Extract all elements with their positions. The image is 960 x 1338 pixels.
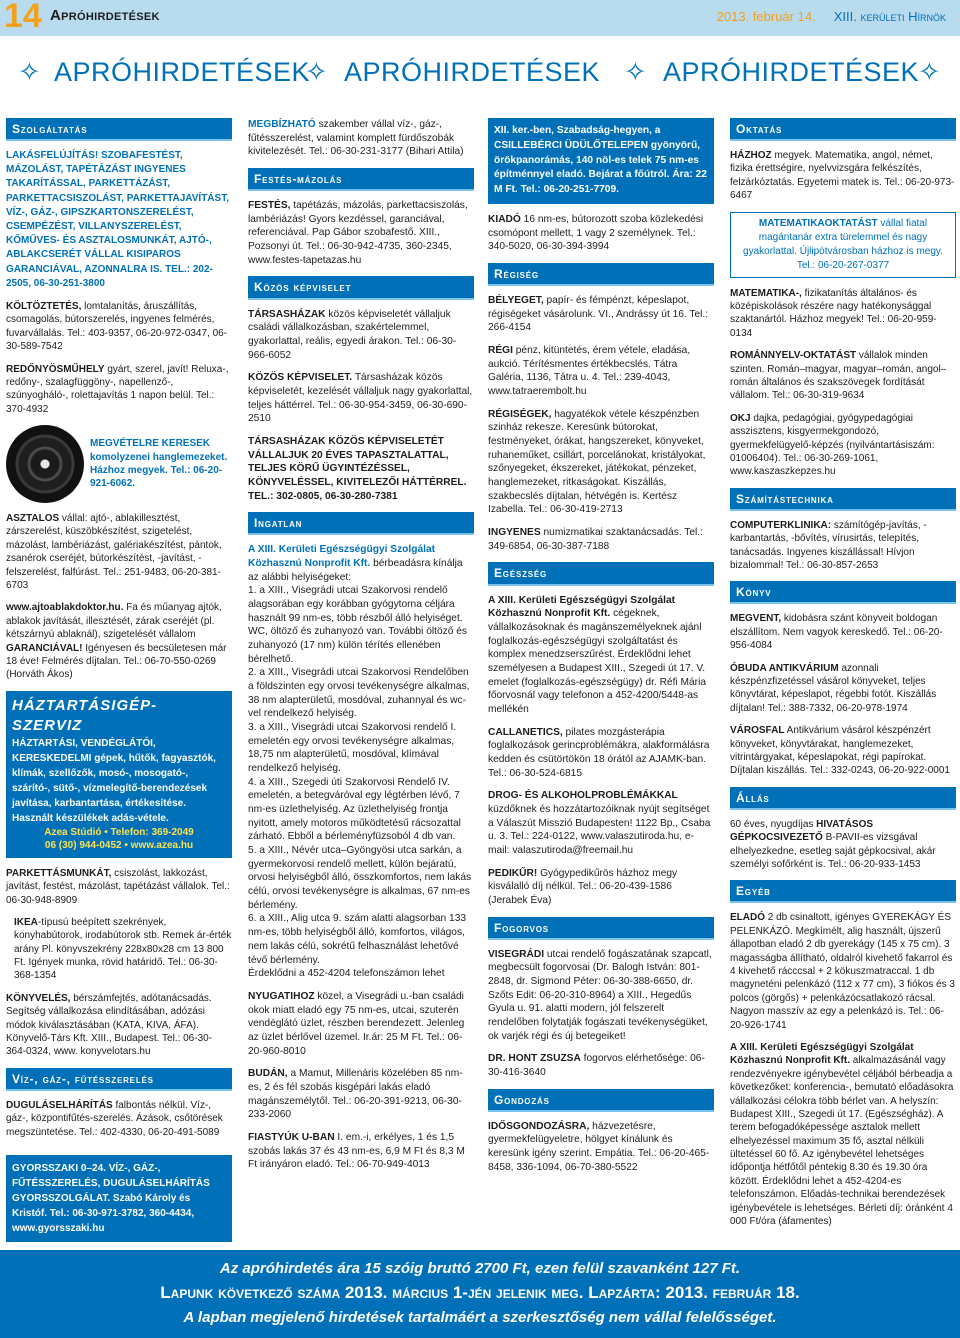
- ad-asztalos: ASZTALOS vállal: ajtó-, ablakillesztést, zárszerelést, küszöbkészítést, szigetelést, mázolást, lambériázást, galériakészítést, pántok, zsanérok cseréjét, bútorkészítést, -javítást, -felszerelést, falfúrást. Tel.: 251-9483, 06-20-381-6703: [6, 513, 222, 592]
- section-header-ingatlan: Ingatlan: [248, 512, 474, 535]
- footer-price: Az apróhirdetés ára 15 szóig bruttó 2700 Ft, ezen felül szavanként 127 Ft.: [219, 1260, 741, 1277]
- ad-gepkocsivezeto: 60 éves, nyugdíjas HIVATÁSOS GÉPKOCSIVEZETŐ B-PAVII-es vizsgával elhelyezkedne, esetleg saját gépkocsival, akár személyi sofőrként is. Tel.: 06-20-933-1453: [730, 818, 936, 870]
- ad-nyugatihoz: NYUGATIHOZ közel, a Visegrádi u.-ban családi okok miatt eladó egy 75 nm-es, utcai, szuterén vendéglátó üzlet, részben berendezett. Jelenleg az üzlet bérlővel üzemel. Ir.ár: 25 M Ft. Tel.: 06-20-960-8010: [248, 990, 465, 1057]
- section-header-viz-gaz: Víz-, gáz-, fűtésszerelés: [6, 1068, 232, 1091]
- star-icon: ✧: [918, 57, 942, 87]
- section-header-fogorvos: Fogorvos: [488, 917, 714, 940]
- list-item: 4. a XIII., Szegedi úti Szakorvosi Rendelő IV. emeletén, a betegváróval egy légtérben lévő, 7 nm-es üzlethelyiség. Az üzlethelyiség frontja nyitott, amely motoros működtetésű rácsozattal zárható. Ebből a bérleményfüzsoból 4 db van.: [248, 776, 461, 843]
- section-header-allas: Állás: [730, 787, 956, 810]
- ad-matematikaoktatas: MATEMATIKAOKTATÁST vállal fiatal magántanár extra türelemmel és nagy gyakorlattal. Újlipótvárosban házhoz is megy. Tel.: 06-20-267-0377: [730, 212, 956, 278]
- ad-tarsashazak: TÁRSASHÁZAK közös képviseletét vállaljuk családi vállalkozásban, szakértelemmel, gyakorlattal, reális, egyedi árakon. Tel.: 06-30-966-6052: [248, 308, 457, 361]
- hz-title: HÁZTARTÁSIGÉP-SZERVIZ: [12, 696, 158, 734]
- list-item: 6. a XIII., Alig utca 9. szám alatti alagsorban 133 nm-es, több helyiségből álló, komfortos, világos, nem lakás célú, sokrétű felhasználást lehetővé tévő bérlemény.: [248, 913, 467, 966]
- column-2: [248, 118, 474, 1181]
- ad-hanglemez: [6, 425, 232, 503]
- banner-text-3: APRÓHIRDETÉSEK: [663, 57, 920, 87]
- ad-visegradi: VISEGRÁDI utcai rendelő fogászatának szapcatl, megbecsült fogorvosai (Dr. Balogh István: 801-2848, dr. Sigmond Péter: 06-30-388-6650, dr. Szőts Edit: 06-20-310-8964) a XIII., Hegedűs Gyula u. 91. alatti modern, jól felszerelt rendelőben folytatják fogászati tevékenységüket, ok varjék régi és új betegeiket!: [488, 948, 712, 1042]
- ad-ingyenes: INGYENES numizmatikai szaktanácsadás. Tel.: 349-6854, 06-30-387-7188: [488, 527, 703, 552]
- banner-text-1: APRÓHIRDETÉSEK: [54, 57, 311, 87]
- ad-lakasfelujitas: LAKÁSFELÚJÍTÁS! SZOBAFESTÉST, MÁZOLÁST, TAPÉTÁZÁST INGYENES TAKARÍTÁSSAL, PARKETTÁZÁST, PARKETTACSISZOLÁST, PARKETTAJAVÍTÁST, VÍZ-, GÁZ-, GIPSZKARTONSZERELÉST, CSEMPÉZÉST, VILLANYSZERELÉST, KŐMŰVES- ÉS ASZTALOSMUNKÁT, AJTÓ-, ABLAKCSERÉT VÁLLAL KISIPAROS GARANCIÁVAL, AZONNALRA IS. TEL.: 202-2505, 06-30-251-3800: [6, 150, 229, 289]
- list-item: 3. a XIII., Visegrádi utcai Szakorvosi rendelő I. emeletén egy orvosi tevékenységre alkalmas, 18,75 nm alapterületű, mosdóval, klímával rendelkező helyiség.: [248, 722, 457, 775]
- section-header-oktatas: Oktatás: [730, 118, 956, 141]
- star-icon: ✧: [305, 57, 329, 87]
- column-3: [488, 118, 714, 1184]
- ad-gyorsszaki: GYORSSZAKI 0–24. VÍZ-, GÁZ-, FŰTÉSSZERELÉS, DUGULÁSELHÁRÍTÁS GYORSSZOLGÁLAT. Szabó Károly és Kristóf. Tel.: 06-30-971-3782, 360-4434, www.gyorsszaki.hu: [6, 1155, 232, 1242]
- ad-megbizhato: MEGBÍZHATÓ szakember vállal víz-, gáz-, fűtésszerelést, valamint komplett fürdőszobák kivitelezését. Tel.: 06-30-231-3177 (Bihari Attila): [248, 119, 464, 158]
- list-item: 2. a XIII., Visegrádi utcai Szakorvosi Rendelőben a földszinten egy orvosi tevékenységre alkalmas, 38 nm alapterületű, mosdóval, zuhannyal és wc-vel rendelkező helyiség.: [248, 667, 470, 720]
- ad-dugulaselharitas: DUGULÁSELHÁRÍTÁS falbontás nélkül. Víz-, gáz-, központifűtés-szerelés. Ázások, csőtörések megszüntetése. Tel.: 402-4330, 06-20-491-5089: [6, 1099, 223, 1138]
- category-banner: [0, 54, 960, 94]
- hz-body: HÁZTARTÁSI, VENDÉGLÁTÓI, KERESKEDELMI gépek, hűtők, fagyasztók, klímák, szellőzők, mosó-, mosogató-, szárító-, sütő-, vízmelegítő-berendezések javítása, karbantartása, értékesítése. Használt készülékek adás-vétele.: [12, 737, 216, 824]
- ad-terem-berbeadas: A XIII. Kerületi Egészségügyi Szolgálat Közhasznú Nonprofit Kft. alkalmazásánál vagy rendezvényekre igénybevétel céljából bérbeadja a következőket: konferencia-, bemutató előadásokra vállalkozási célokra több bérlet van. A helyszín: Budapest XIII., Szegedi út 17. (Egészségház). A terem befogadóképessége asztalok mellett elhelyezéssel maximum 35 fő, asztal nélküli ültetéssel 60 fő. Az igénybevétel lehetséges időpontja hétfőtől péntekig 8.30 és 19.30 óra között. Érdeklődni lehet a 452-4204-es telefonszámon. Előadás-technikai berendezések igénybevétele is lehetséges. Bérleti díj: óránként 4 000 Ft/óra (áfamentes): [730, 1041, 954, 1228]
- issue-info: [717, 8, 946, 25]
- ad-haztartasigep-szerviz: [6, 691, 232, 858]
- ad-festes: FESTÉS, tapétázás, mázolás, parkettacsiszolás, lambériázás! Gyors kezdéssel, garanciával, referenciával. Pap Gábor szobafestő. XIII., Pozsonyi út. Tel.: 06-30-942-4735, 360-2345, www.festes-tapetazas.hu: [248, 200, 468, 266]
- section-header-szamitastechnika: Számítástechnika: [730, 488, 956, 511]
- ad-konyveles: KÖNYVELÉS, bérszámfejtés, adótanácsadás. Segítség vállalkozása elindításában, adózási módok kiválasztásában (KATA, KIVA, ÁFA). Könyvelő-Társ Kft. XIII., Budapest. Tel.: 06-30-364-0324, www. konyvelotars.hu: [6, 992, 213, 1058]
- section-header-regiseg: Régiség: [488, 263, 714, 286]
- page-number: 14: [4, 0, 42, 35]
- ad-koltoztetes: KÖLTÖZTETÉS, lomtalanítás, áruszállítás, csomagolás, bútorszerelés, ingyenes felmérés, fuvarvállalás. Tel.: 403-9357, 06-20-972-0347, 06-30-589-7542: [6, 300, 228, 353]
- hz-contact: Azea Stúdió • Telefon: 369-2049: [44, 826, 194, 838]
- issue-date: 2013. február 14.: [716, 9, 816, 24]
- ad-ajtoablakdoktor: www.ajtoablakdoktor.hu. Fa és műanyag ajtók, ablakok javítását, illesztését, zárak cseréjét (pl. kétszárnyú ablaknál), szigetelését vállalom GARANCIÁVAL! Igényesen és becsületesen már 18 éve! Felmérés díjtalan. Tel.: 06-70-550-0269 (Horváth Ákos): [6, 602, 227, 681]
- ad-regisegek: RÉGISÉGEK, hagyatékok vétele készpénzben szinház rekesze. Keresünk bútorokat, festményeket, órákat, hangszereket, könyveket, ruhaneműket, csillárt, porcelánokat, kristályokat, szőnyegeket, ékszereket, játékokat, pénzeket, hanglemezeket, ritkaságokat. Kiszállás, szakbecslés díjtalan, hétvégén is. Kertész Izabella. Tel.: 06-30-419-2713: [488, 408, 706, 516]
- ad-belyeget: BÉLYEGET, papír- és fémpénzt, képeslapot, régiségeket vásárolunk. VI., Andrássy út 16. Tel.: 266-4154: [488, 295, 709, 334]
- list-item: 5. a XIII., Névér utca–Gyöngyösi utca sarkán, a gyermekorvosi rendelő mellett, külön bejáratú, orvosi helyiségből álló, összkomfortos, nem lakás célú, orvosi tevékenységre is alkalmas, 67 nm-es bérlemény.: [248, 845, 472, 911]
- ad-ikea: IKEA-típusú beépített szekrények, konyhabútorok, irodabútorok stb. Remek ár-érték arány Pl. könyvszekrény 228x80x28 cm 13 800 Ft. Igények munka, rövid határidő. Tel.: 06-30-368-1354: [14, 916, 232, 982]
- ad-matematika: MATEMATIKA-, fizikatanítás általános- és középiskolások részére nagy hatékonysággal szaktanártól. Házhoz megyek! Tel.: 06-20-959-0134: [730, 287, 937, 339]
- ad-megvent: MEGVENT, kidobásra szánt könyveit boldogan elszállítom. Nem vagyok kereskedő. Tel.: 06-20-956-4084: [730, 613, 943, 652]
- ad-computerklinika: COMPUTERKLINIKA: számítógép-javítás, -karbantartás, -bővítés, vírusirtás, telepítés, tanácsadás. Ingyenes kiszállással! Hívjon bizalommal! Tel.: 06-30-857-2653: [730, 519, 927, 571]
- ad-redonyosmuhely: REDŐNYÖSMŰHELY gyárt, szerel, javít! Reluxa-, redőny-, szalagfüggöny-, napellenző-, szúnyogháló-, rolettajavítás 1 napon belül. Tel.: 370-4932: [6, 363, 229, 415]
- ad-budan: BUDÁN, a Mamut, Millenáris közelében 85 nm-es, 2 és fél szobás kisgépári lakás eladó magánszemélytől. Tel.: 06-20-391-9213, 06-30-233-2060: [248, 1068, 463, 1121]
- star-icon: ✧: [624, 57, 648, 87]
- vinyl-record-icon: [6, 425, 84, 503]
- header-bar: [0, 0, 960, 36]
- ad-tarsashazak-20-eves: TÁRSASHÁZAK KÖZÖS KÉPVISELETÉT VÁLLALJUK 20 ÉVES TAPASZTALATTAL, TELJES KÖRŰ ÜGYINTÉZÉSSEL, KÖNYVELÉSSEL, KIVITELEZŐI HÁTTÉRREL. TEL.: 302-0805, 06-30-280-7381: [248, 435, 467, 502]
- ad-pedikur: PEDIKŰR! Gyógypedikűrös házhoz megy kisválalló díj nélkül. Tel.: 06-20-439-1586 (Jerabek Éva): [488, 867, 678, 906]
- column-1: [6, 118, 232, 1242]
- ad-callanetics: CALLANETICS, pilates mozgásterápia foglalkozások gerincproblémákra, alakformálásra kedden és csütörtökön 18 órától az AJAMK-ban. Tel.: 06-30-524-6815: [488, 726, 710, 779]
- ad-foglalkozas-egeszsegugy: A XIII. Kerületi Egészségügyi Szolgálat Közhasznú Nonprofit Kft. cégeknek, vállalkozásoknak és magánszemélyeknek ajánl foglalkozás-egészségügyi szolgáltatást és komplex menedzserszűrést. Érdeklődni lehet személyesen a Budapest XIII., Szegedi út 17. V. emelet (foglalkozás-egészségügy) dr. Réfi Mária főorvosnál vagy telefonon a 452-4200/5448-as mellékén: [488, 594, 706, 715]
- list-item: 1. a XIII., Visegrádi utcai Szakorvosi rendelő alagsorában egy korábban gyógytorna céljára használt 99 nm-es, több részből álló helyiséget. WC, öltöző és zuhanyozó van. További öltöző és zuhanyozó (17 nm) külön térítés ellenében bérelhető.: [248, 585, 467, 665]
- section-header-festes: Festés-mázolás: [248, 168, 474, 191]
- hz-contact-2: 06 (30) 944-0452 • www.azea.hu: [44, 840, 194, 852]
- banner-text-2: APRÓHIRDETÉSEK: [344, 57, 601, 87]
- ad-romannyelv: ROMÁNNYELV-OKTATÁST vállalok minden szinten. Román–magyar, magyar–román, angol–román általános és szakszövegek fordítását vállalom. Tel.: 06-30-319-9634: [730, 350, 947, 402]
- ad-regi: RÉGI pénz, kitüntetés, érem vétele, eladása, aukció. Térítésmentes értékbecslés. Tátra Galéria, 1136, Tátra u. 4. Tel.: 239-4043, www.tatraerembolt.hu: [488, 345, 691, 398]
- footer: [0, 1250, 960, 1338]
- ad-egeszsegugyi-berbeadas: A XIII. Kerületi Egészségügyi Szolgálat Közhasznú Nonprofit Kft. bérbeadásra kínálja az alábbi helyiségeket: 1. a XIII., Visegrádi utcai Szakorvosi rendelő alagsorában egy korábban gyógytorna céljára használt 99 nm-es, több részből álló helyiséget. WC, öltöző és zuhanyozó van. További öltöző és zuhanyozó (17 nm) külön térítés ellenében bérelhető. 2. a XIII., Visegrádi utcai Szakorvosi Rendelőben a földszinten egy orvosi tevékenységre alkalmas, 38 nm alapterületű, mosdóval, zuhannyal és wc-vel rendelkező helyiség. 3. a XIII., Visegrádi utcai Szakorvosi rendelő I. emeletén egy orvosi tevékenységre alkalmas, 18,75 nm alapterületű, mosdóval, klímával rendelkező helyiség. 4. a XIII., Szegedi úti Szakorvosi Rendelő IV. emeletén, a betegváróval egy légtérben lévő, 7 nm-es üzlethelyiség. Az üzlethelyiség frontja nyitott, amely motoros működtetésű rácsozattal zárható. Ebből a bérleményfüzsoból 4 db van. 5. a XIII., Névér utca–Gyöngyösi utca sarkán, a gyermekorvosi rendelő mellett, külön bejáratú, orvosi helyiségből álló, összkomfortos, nem lakás célú, orvosi tevékenységre is alkalmas, 67 nm-es bérlemény. 6. a XIII., Alig utca 9. szám alatti alagsorban 133 nm-es, több helyiségből álló, komfortos, világos, nem lakás célú, sokrétű felhasználást lehetővé tévő bérlemény. Érdeklődni a 452-4204 telefonszámon lehet: [248, 543, 474, 981]
- footer-next-issue: Lapunk következő száma 2013. március 1-jén jelenik meg. Lapzárta: 2013. február 18.: [160, 1283, 800, 1302]
- list-footer: Érdeklődni a 452-4204 telefonszámon lehet: [248, 968, 445, 980]
- ad-fiastyuk: FIASTYÚK U-BAN I. em.-i, erkélyes, 1 és 1,5 szobás lakás 37 és 43 nm-es, 6,9 M Ft és 8,3 M Ft irányáron eladó. Tel.: 06-70-949-4013: [248, 1131, 465, 1171]
- ad-csilleberc: XII. ker.-ben, Szabadság-hegyen, a CSILLEBÉRCI ÜDÜLŐTELEPEN gyönyörű, örökpanorámás, 140 nöl-es telek 75 nm-es építménnyel eladó. Bejárat a főútról. Ára: 22 M Ft. Tel.: 06-20-251-7709.: [488, 118, 714, 204]
- star-icon: ✧: [18, 57, 42, 87]
- section-header-kozos-kepviselet: Közös képviselet: [248, 276, 474, 299]
- ad-kiado: KIADÓ 16 nm-es, bútorozott szoba közlekedési csomópont mellett, 1 vagy 2 személynek. Tel.: 340-5020, 06-30-394-3994: [488, 213, 704, 253]
- ad-parkettas: PARKETTÁSMUNKÁT, csiszolást, lakkozást, javítást, festést, mázolást, tapétázást vállalok. Tel.: 06-30-948-8909: [6, 867, 230, 906]
- footer-disclaimer: A lapban megjelenő hirdetések tartalmáért a szerkesztőség nem vállal felelősséget.: [183, 1309, 777, 1326]
- section-header-egeszseg: Egészség: [488, 562, 714, 585]
- ad-drog-alkohol: DROG- ÉS ALKOHOLPROBLÉMÁKKAL küzdőknek és hozzátartozóiknak nyújt segítséget a Válaszút Misszió Budapesten! 1122 Bp., Csaba u. 3. Tel.: 224-0122, www.valaszutiroda.hu, e-mail: valaszutiroda@freemail.hu: [488, 790, 711, 856]
- ad-okj: OKJ dajka, pedagógiai, gyógypedagógiai asszisztens, kisgyermekgondozó, gyermekfelügyelő-képzés (nyilvántartásiszám: 01006404). Tel.: 06-30-269-1061, www.kaszaszkepzes.hu: [730, 412, 935, 478]
- ad-hanglemez-text: MEGVÉTELRE KERESEK komolyzenei hanglemezeket. Házhoz megyek. Tel.: 06-20-921-6062.: [90, 438, 228, 490]
- paper-name: XIII. kerületi Hírnök: [833, 9, 946, 24]
- ad-hazhoz: HÁZHOZ megyek. Matematika, angol, német, fizika érettségire, nyelvvizsgára felkészítés, felzárkóztatás. Egyetemi matek is. Tel.: 06-20-973-6467: [730, 150, 955, 202]
- ad-idosgondozas: IDŐSGONDOZÁSRA, házvezetésre, gyermekfelügyeletre, hölgyet kínálunk és keresünk igény szerint. Empátia. Tel.: 06-20-465-8458, 336-1094, 06-70-380-5522: [488, 1120, 710, 1173]
- ad-varosfal: VÁROSFAL Antikvárium vásárol készpénzért könyveket, könyvtárakat, hanglemezeket, vitrintárgyakat, képeslapokat, régi papírokat. Díjtalan kiszállás. Tel.: 332-0243, 06-20-922-0001: [730, 725, 950, 777]
- column-4: [730, 118, 956, 1237]
- ad-obuda-antikvarium: ÓBUDA ANTIKVÁRIUM azonnali készpénzfizetéssel vásárol könyveket, teljes könyvtárat, képeslapot, régebbi fotót. Kiszállás díjtalan! Tel.: 388-7332, 06-20-978-1974: [730, 662, 937, 714]
- section-header-konyv: Könyv: [730, 581, 956, 604]
- ad-kozos-kepviselet: KÖZÖS KÉPVISELET. Társasházak közös képviseletét, kezelését vállaljuk nagy gyakorlattal, teljes háttérrel. Tel.: 06-30-954-3459, 06-30-690-2510: [248, 372, 473, 425]
- section-header-szolgaltatas: Szolgáltatás: [6, 118, 232, 141]
- section-header-egyeb: Egyéb: [730, 880, 956, 903]
- section-title: Apróhirdetések: [50, 7, 160, 24]
- ad-gyerekagy: ELADÓ 2 db csinaltott, igényes GYEREKÁGY ÉS PELENKÁZÓ. Megkímélt, alig használt, újszerű állapotban eladó 2 db gyerekágy (145 x 75 cm). 3 magasságba állítható, oldalról kivehető fakarrol és 4 kivehető rácccsal + 2 kökuszmatraccal. 1 db magyneténi pelenkázó (112 x 77 cm), 3 fiókos és 3 polcos (görgős) + pelenkázócsatlakozó rácsal. Nagyon masszív az egy a pelenkázó is. Tel.: 06-20-926-1741: [730, 912, 955, 1031]
- ad-hont-zsuzsa: DR. HONT ZSUZSA fogorvos elérhetősége: 06-30-416-3640: [488, 1053, 705, 1079]
- section-header-gondozas: Gondozás: [488, 1089, 714, 1112]
